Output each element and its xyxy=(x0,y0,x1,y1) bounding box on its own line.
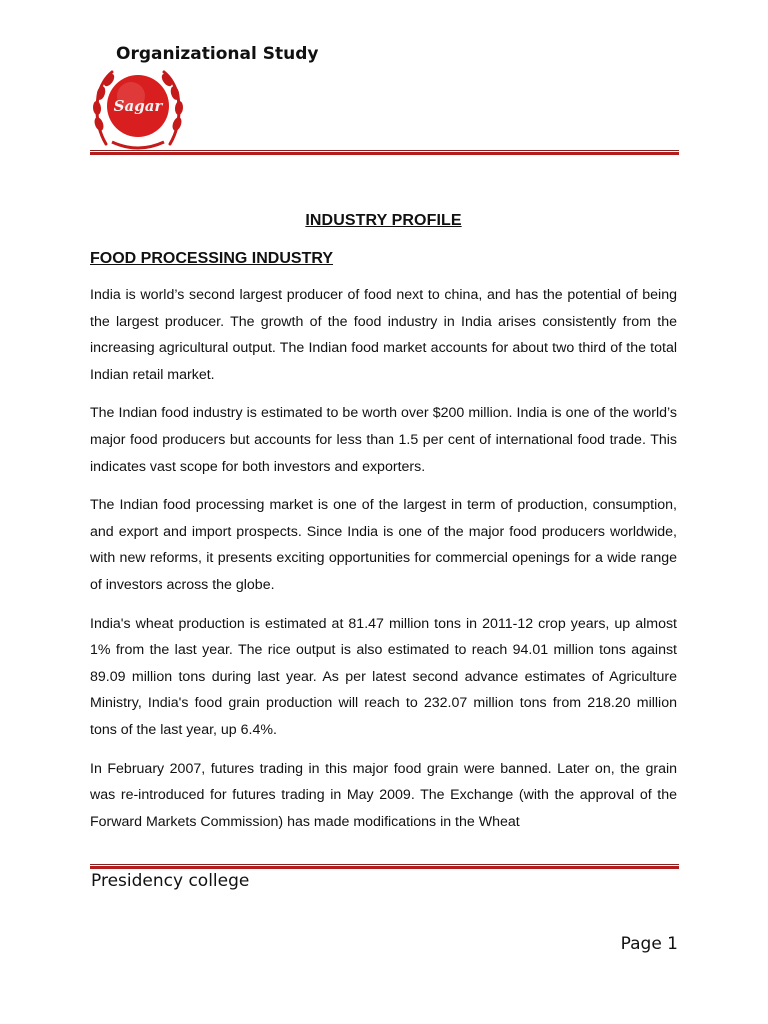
footer-college-name: Presidency college xyxy=(91,871,250,891)
section-title: INDUSTRY PROFILE xyxy=(305,212,462,229)
footer-divider xyxy=(90,864,679,869)
subsection-title: FOOD PROCESSING INDUSTRY xyxy=(90,250,333,267)
paragraph: India is world’s second largest producer of food next to china, and has the potential of being the largest producer. The growth of the food industry in India arises consistently from the increasing agricultural output. The Indian food market accounts for about two third of the total Indian retail market. xyxy=(90,287,677,383)
header-title: Organizational Study xyxy=(116,44,319,64)
paragraph: The Indian food processing market is one of the largest in term of production, consumption, and export and import prospects. Since India is one of the major food producers worldwide, with new reforms, it presents exciting opportunities for commercial openings for a wide range of investors across the globe. xyxy=(90,497,677,593)
main-content xyxy=(90,212,677,847)
logo-lettering: Sagar xyxy=(113,97,163,115)
paragraph: India's wheat production is estimated at 81.47 million tons in 2011-12 crop years, up almost 1% from the last year. The rice output is also estimated to reach 94.01 million tons against 89.09 million tons during last year. As per latest second advance estimates of Agriculture Ministry, India's food grain production will reach to 232.07 million tons from 218.20 million tons of the last year, up 6.4%. xyxy=(90,615,677,738)
page-number: Page 1 xyxy=(620,934,678,954)
paragraph: The Indian food industry is estimated to be worth over $200 million. India is one of the world’s major food producers but accounts for less than 1.5 per cent of international food trade. This indicates vast scope for both investors and exporters. xyxy=(90,405,677,475)
paragraph: In February 2007, futures trading in this major food grain were banned. Later on, the grain was re-introduced for futures trading in May 2009. The Exchange (with the approval of the Forward Markets Commission) has made modifications in the Wheat xyxy=(90,760,677,830)
